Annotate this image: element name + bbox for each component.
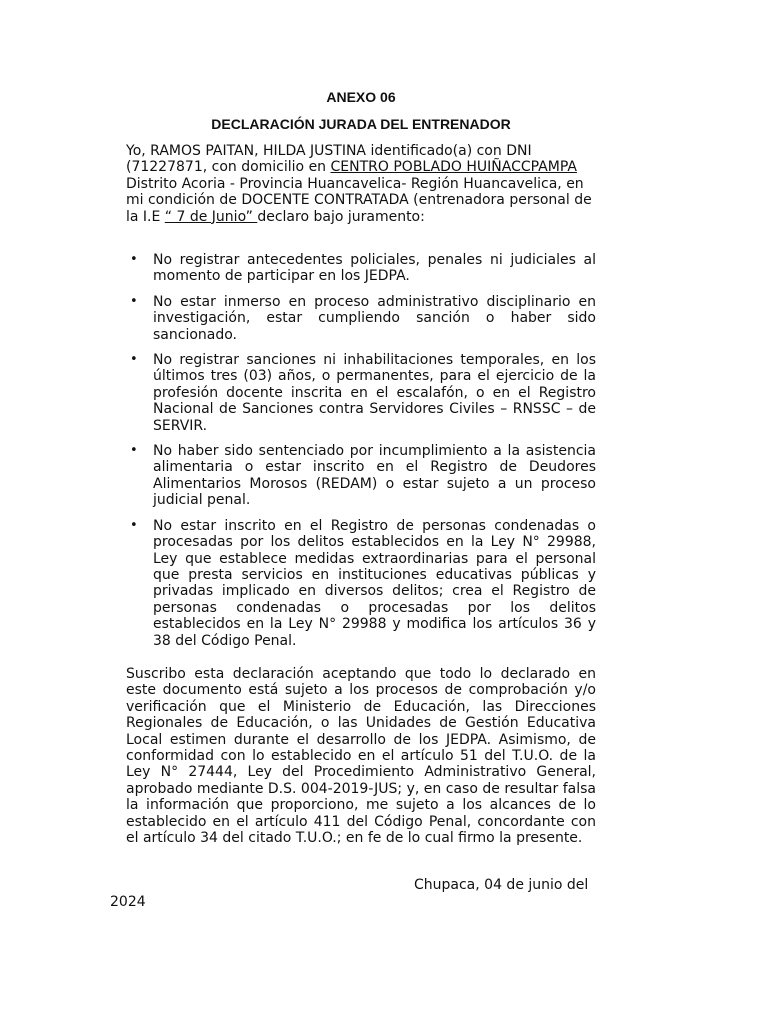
date-year: 2024 [110,894,146,910]
declaration-list [126,252,596,658]
annex-title: ANEXO 06 [326,89,396,105]
list-item-text: No haber sido sentenciado por incumplimiento a la asistencia alimentaria o estar inscrito en el Registro de Deudores Alimentarios Morosos (REDAM) o estar sujeto a un proceso judicial penal. [153,443,596,509]
bullet-icon: • [130,443,138,459]
intro-paragraph [126,143,596,225]
bullet-icon: • [130,517,138,533]
list-item-text: No registrar antecedentes policiales, penales ni judiciales al momento de participar en los JEDPA. [153,252,596,285]
list-item [126,443,596,509]
list-item [126,294,596,343]
list-item-text: No estar inmerso en proceso administrativo disciplinario en investigación, estar cumpliendo sanción o haber sido sancionado. [153,293,596,343]
bullet-icon: • [130,252,138,267]
intro-text-part2: Distrito Acoria - Provincia Huancavelica- Región Huancavelica, en mi condición de DOCENTE CONTRATADA (entrenadora personal de la I.E [126,175,592,225]
bullet-icon: • [130,293,138,309]
intro-text-part3: declaro bajo juramento: [257,208,425,225]
intro-text-part1: Yo, RAMOS PAITAN, HILDA JUSTINA identificado(a) con DNI (71227871, con domicilio en [126,143,532,176]
list-item-text: No estar inscrito en el Registro de personas condenadas o procesadas por los delitos establecidos en la Ley N° 29988, Ley que establece medidas extraordinarias para el personal que presta servicios en instituciones educativas públicas y privadas implicado en diversos delitos; crea el Registro de personas condenadas o procesadas por los delitos establecidos en la Ley N° 29988 y modifica los artículos 36 y 38 del Código Penal. [153,517,596,649]
school-name-underlined: “ 7 de Junio” [164,208,258,225]
list-item [126,352,596,434]
date-place: Chupaca, 04 de junio del [414,877,589,893]
declaration-title: DECLARACIÓN JURADA DEL ENTRENADOR [211,116,511,132]
closing-paragraph: Suscribo esta declaración aceptando que todo lo declarado en este documento está sujeto a los procesos de comprobación y/o verificación que el Ministerio de Educación, las Direcciones Regionales de Educación, o las Unidades de Gestión Educativa Local estimen durante el desarrollo de los JEDPA. Asimismo, de conformidad con lo establecido en el artículo 51 del T.U.O. de la Ley N° 27444, Ley del Procedimiento Administrativo General, aprobado mediante D.S. 004-2019-JUS; y, en caso de resultar falsa la información que proporciono, me sujeto a los alcances de lo establecido en el artículo 411 del Código Penal, concordante con el artículo 34 del citado T.U.O.; en fe de lo cual firmo la presente. [126,666,596,847]
bullet-icon: • [130,352,138,368]
list-item [126,518,596,649]
address-underlined: CENTRO POBLADO HUIÑACCPAMPA [330,159,577,176]
list-item [126,252,596,285]
list-item-text: No registrar sanciones ni inhabilitaciones temporales, en los últimos tres (03) años, o permanentes, para el ejercicio de la profesión docente inscrita en el escalafón, o en el Registro Nacional de Sanciones contra Servidores Civiles – RNSSC – de SERVIR. [153,352,596,434]
